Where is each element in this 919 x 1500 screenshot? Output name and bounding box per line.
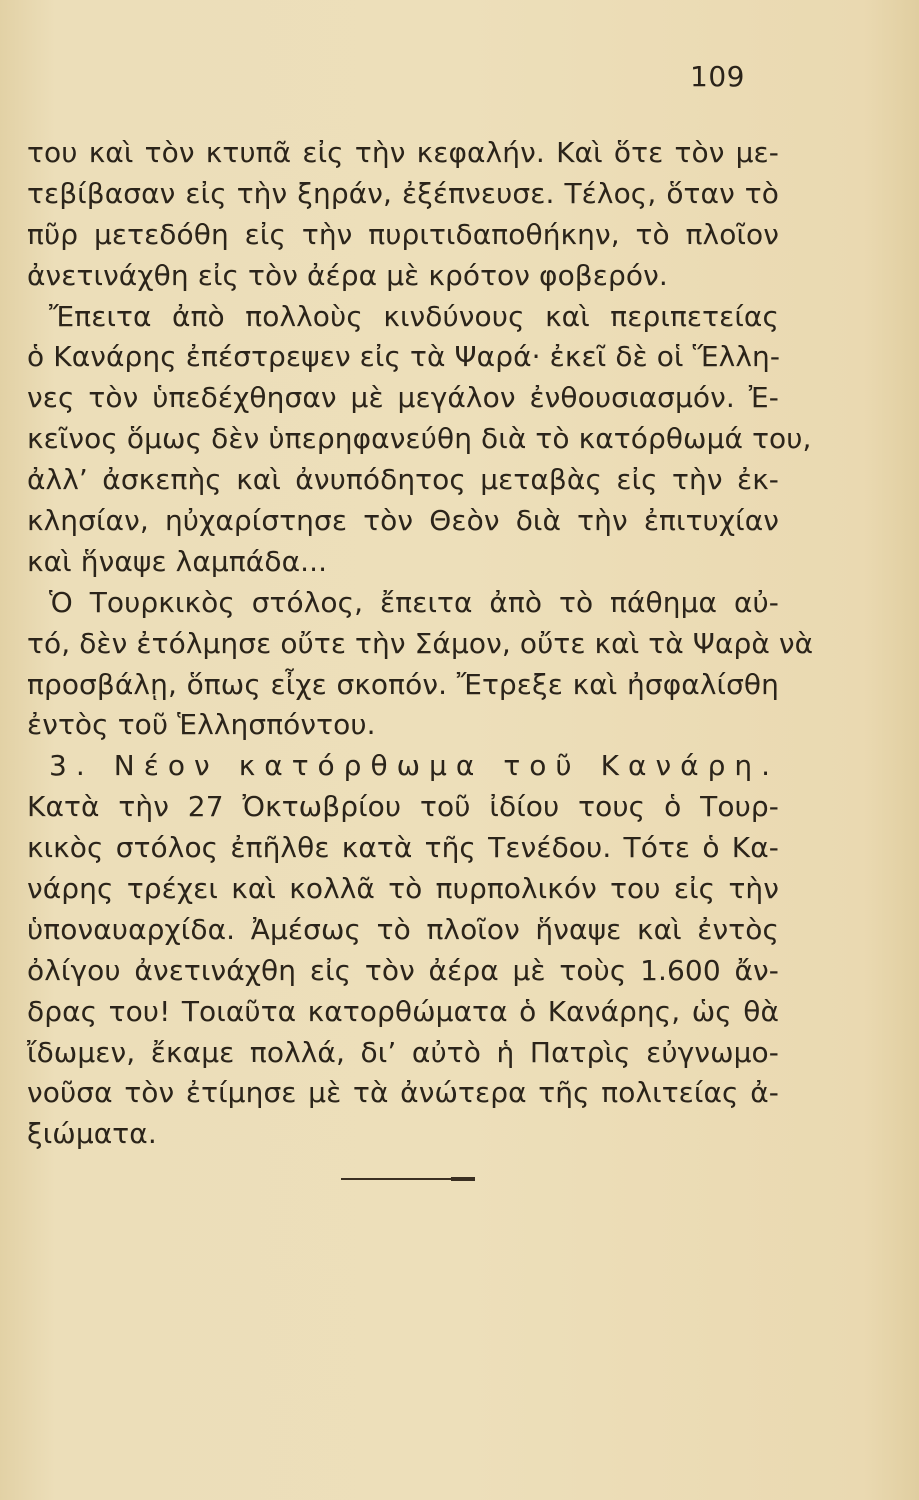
page-number: 109	[690, 60, 745, 93]
text-line: δρας του! Τοιαῦτα κατορθώματα ὁ Κανάρης, ὡς θὰ	[27, 994, 779, 1028]
text-line: Ἔπειτα ἀπὸ πολλοὺς κινδύνους καὶ περιπετείας	[49, 299, 779, 333]
text-line: τό, δὲν ἐτόλμησε οὔτε τὴν Σάμον, οὔτε καὶ τὰ Ψαρὰ νὰ	[27, 626, 814, 660]
text-line: κικὸς στόλος ἐπῆλθε κατὰ τῆς Τενέδου. Τότε ὁ Κα-	[27, 831, 779, 865]
section-heading: 3. Νέον κατόρθωμα τοῦ Κανάρη.	[49, 749, 779, 783]
text-line: νάρης τρέχει καὶ κολλᾶ τὸ πυρπολικόν του εἰς τὴν	[27, 872, 779, 906]
text-line: ἀνετινάχθη εἰς τὸν ἀέρα μὲ κρότον φοβερόν.	[27, 258, 668, 292]
text-line: κεῖνος ὅμως δὲν ὑπερηφανεύθη διὰ τὸ κατόρθωμά του,	[27, 422, 812, 456]
text-line: του καὶ τὸν κτυπᾶ εἰς τὴν κεφαλήν. Καὶ ὅτε τὸν με-	[27, 136, 779, 169]
text-line: ὑποναυαρχίδα. Ἀμέσως τὸ πλοῖον ἥναψε καὶ ἐντὸς	[27, 912, 779, 946]
text-line: ὁ Κανάρης ἐπέστρεψεν εἰς τὰ Ψαρά· ἐκεῖ δὲ οἱ Ἕλλη-	[27, 340, 781, 374]
text-line: τεβίβασαν εἰς τὴν ξηράν, ἐξέπνευσε. Τέλος, ὅταν τὸ	[27, 176, 779, 210]
section-divider-rule	[341, 1178, 475, 1180]
text-line: ἴδωμεν, ἔκαμε πολλά, δι’ αὐτὸ ἡ Πατρὶς εὐγνωμο-	[27, 1035, 779, 1069]
text-line: πῦρ μετεδόθη εἰς τὴν πυριτιδαποθήκην, τὸ πλοῖον	[27, 217, 779, 251]
body-text	[27, 133, 814, 1155]
text-line: νοῦσα τὸν ἐτίμησε μὲ τὰ ἀνώτερα τῆς πολιτείας ἀ-	[27, 1076, 779, 1110]
text-line: νες τὸν ὑπεδέχθησαν μὲ μεγάλον ἐνθουσιασμόν. Ἐ-	[27, 381, 779, 415]
text-line: ξιώματα.	[27, 1117, 157, 1151]
text-line: ἀλλ’ ἀσκεπὴς καὶ ἀνυπόδητος μεταβὰς εἰς τὴν ἐκ-	[27, 463, 779, 497]
text-line: καὶ ἥναψε λαμπάδα...	[27, 544, 328, 578]
text-line: ὀλίγου ἀνετινάχθη εἰς τὸν ἀέρα μὲ τοὺς 1.600 ἄν-	[27, 953, 779, 987]
text-line: Κατὰ τὴν 27 Ὀκτωβρίου τοῦ ἰδίου τους ὁ Τουρ-	[27, 790, 779, 824]
text-line: κλησίαν, ηὐχαρίστησε τὸν Θεὸν διὰ τὴν ἐπιτυχίαν	[27, 504, 779, 538]
text-line: ἐντὸς τοῦ Ἑλλησπόντου.	[27, 708, 376, 742]
text-line: προσβάλῃ, ὅπως εἶχε σκοπόν. Ἔτρεξε καὶ ἠσφαλίσθη	[27, 667, 779, 701]
text-line: Ὁ Τουρκικὸς στόλος, ἔπειτα ἀπὸ τὸ πάθημα αὐ-	[49, 585, 779, 619]
